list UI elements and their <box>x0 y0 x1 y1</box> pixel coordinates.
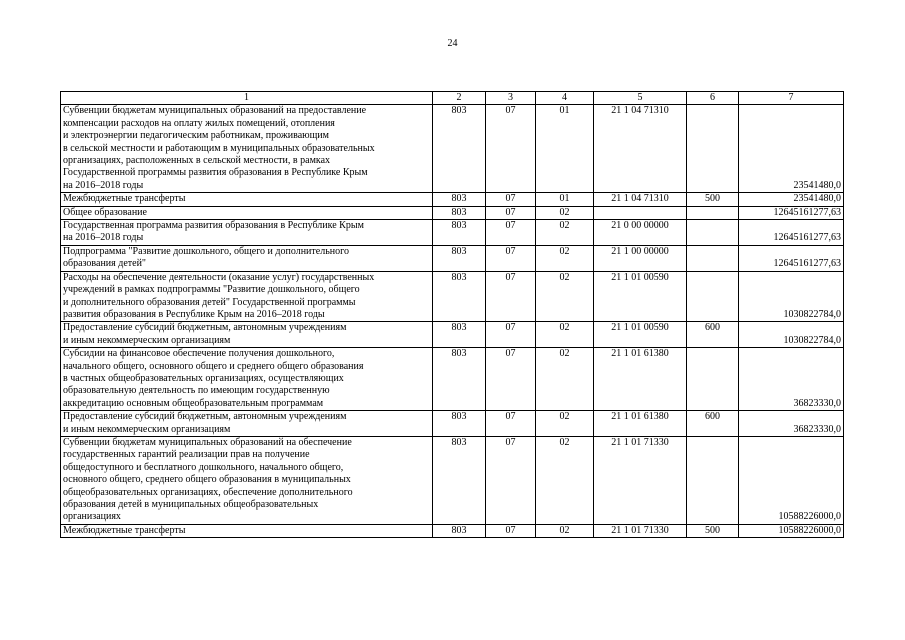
amount-cell: 23541480,0 <box>739 193 844 206</box>
section-cell: 07 <box>486 322 536 348</box>
target-article-cell <box>594 206 687 219</box>
header-cell-4: 4 <box>536 92 594 105</box>
description-cell: Субвенции бюджетам муниципальных образований на обеспечение государственных гарантий реализации прав на получение общедоступного и бесплатного дошкольного, начального общего, основного общего, среднего общего образования в муниципальных общеобразовательных организациях, обеспечение дополнительного образования детей в муниципальных общеобразовательных организациях <box>61 436 433 524</box>
target-article-cell: 21 1 01 71330 <box>594 524 687 537</box>
header-cell-1: 1 <box>61 92 433 105</box>
subsection-cell: 02 <box>536 206 594 219</box>
amount-cell: 10588226000,0 <box>739 524 844 537</box>
target-article-cell: 21 1 01 61380 <box>594 411 687 437</box>
target-article-cell: 21 1 04 71310 <box>594 105 687 193</box>
expense-type-cell <box>687 436 739 524</box>
subsection-cell: 02 <box>536 411 594 437</box>
amount-cell: 36823330,0 <box>739 348 844 411</box>
description-cell: Общее образование <box>61 206 433 219</box>
amount-cell: 10588226000,0 <box>739 436 844 524</box>
expense-type-cell <box>687 105 739 193</box>
subsection-cell: 02 <box>536 245 594 271</box>
expense-type-cell: 500 <box>687 193 739 206</box>
table-row <box>61 220 844 246</box>
section-cell: 07 <box>486 206 536 219</box>
section-cell: 07 <box>486 193 536 206</box>
ministry-code-cell: 803 <box>433 322 486 348</box>
expense-type-cell <box>687 220 739 246</box>
section-cell: 07 <box>486 411 536 437</box>
description-cell: Межбюджетные трансферты <box>61 524 433 537</box>
budget-table <box>60 91 844 538</box>
subsection-cell: 02 <box>536 348 594 411</box>
header-cell-2: 2 <box>433 92 486 105</box>
ministry-code-cell: 803 <box>433 348 486 411</box>
subsection-cell: 02 <box>536 322 594 348</box>
description-cell: Предоставление субсидий бюджетным, автономным учреждениям и иным некоммерческим организациям <box>61 322 433 348</box>
amount-cell: 1030822784,0 <box>739 271 844 322</box>
table-row <box>61 271 844 322</box>
description-cell: Субсидии на финансовое обеспечение получения дошкольного, начального общего, основного общего и среднего общего образования в частных общеобразовательных организациях, осуществляющих образовательную деятельность по имеющим государственную аккредитацию основным общеобразовательным программам <box>61 348 433 411</box>
amount-cell: 12645161277,63 <box>739 245 844 271</box>
target-article-cell: 21 1 04 71310 <box>594 193 687 206</box>
header-cell-6: 6 <box>687 92 739 105</box>
amount-cell: 12645161277,63 <box>739 220 844 246</box>
section-cell: 07 <box>486 245 536 271</box>
table-row <box>61 245 844 271</box>
description-cell: Предоставление субсидий бюджетным, автономным учреждениям и иным некоммерческим организациям <box>61 411 433 437</box>
subsection-cell: 02 <box>536 436 594 524</box>
amount-cell: 12645161277,63 <box>739 206 844 219</box>
description-cell: Межбюджетные трансферты <box>61 193 433 206</box>
page-number: 24 <box>447 38 458 49</box>
table-row <box>61 193 844 206</box>
header-cell-7: 7 <box>739 92 844 105</box>
target-article-cell: 21 1 00 00000 <box>594 245 687 271</box>
amount-cell: 36823330,0 <box>739 411 844 437</box>
table-row <box>61 322 844 348</box>
ministry-code-cell: 803 <box>433 411 486 437</box>
table-row <box>61 206 844 219</box>
expense-type-cell <box>687 271 739 322</box>
table-row <box>61 411 844 437</box>
ministry-code-cell: 803 <box>433 220 486 246</box>
target-article-cell: 21 1 01 00590 <box>594 322 687 348</box>
description-cell: Расходы на обеспечение деятельности (оказание услуг) государственных учреждений в рамках подпрограммы "Развитие дошкольного, общего и дополнительного образования детей" Государственной программы развития образования в Республике Крым на 2016–2018 годы <box>61 271 433 322</box>
table-row <box>61 524 844 537</box>
ministry-code-cell: 803 <box>433 245 486 271</box>
section-cell: 07 <box>486 105 536 193</box>
subsection-cell: 01 <box>536 105 594 193</box>
description-cell: Подпрограмма "Развитие дошкольного, общего и дополнительного образования детей" <box>61 245 433 271</box>
table-row <box>61 105 844 193</box>
expense-type-cell <box>687 348 739 411</box>
subsection-cell: 02 <box>536 271 594 322</box>
table-header-row <box>61 92 844 105</box>
header-cell-5: 5 <box>594 92 687 105</box>
subsection-cell: 02 <box>536 524 594 537</box>
description-cell: Государственная программа развития образования в Республике Крым на 2016–2018 годы <box>61 220 433 246</box>
ministry-code-cell: 803 <box>433 524 486 537</box>
table-row <box>61 348 844 411</box>
section-cell: 07 <box>486 524 536 537</box>
expense-type-cell <box>687 206 739 219</box>
ministry-code-cell: 803 <box>433 105 486 193</box>
header-cell-3: 3 <box>486 92 536 105</box>
section-cell: 07 <box>486 436 536 524</box>
section-cell: 07 <box>486 348 536 411</box>
ministry-code-cell: 803 <box>433 271 486 322</box>
amount-cell: 1030822784,0 <box>739 322 844 348</box>
amount-cell: 23541480,0 <box>739 105 844 193</box>
subsection-cell: 01 <box>536 193 594 206</box>
expense-type-cell: 500 <box>687 524 739 537</box>
section-cell: 07 <box>486 220 536 246</box>
target-article-cell: 21 0 00 00000 <box>594 220 687 246</box>
target-article-cell: 21 1 01 71330 <box>594 436 687 524</box>
target-article-cell: 21 1 01 61380 <box>594 348 687 411</box>
ministry-code-cell: 803 <box>433 436 486 524</box>
expense-type-cell: 600 <box>687 411 739 437</box>
description-cell: Субвенции бюджетам муниципальных образований на предоставление компенсации расходов на оплату жилых помещений, отопления и электроэнергии педагогическим работникам, проживающим в сельской местности и работающим в муниципальных образовательных организациях, расположенных в сельской местности, в рамках Государственной программы развития образования в Республике Крым на 2016–2018 годы <box>61 105 433 193</box>
section-cell: 07 <box>486 271 536 322</box>
ministry-code-cell: 803 <box>433 206 486 219</box>
expense-type-cell <box>687 245 739 271</box>
ministry-code-cell: 803 <box>433 193 486 206</box>
table-row <box>61 436 844 524</box>
expense-type-cell: 600 <box>687 322 739 348</box>
target-article-cell: 21 1 01 00590 <box>594 271 687 322</box>
subsection-cell: 02 <box>536 220 594 246</box>
